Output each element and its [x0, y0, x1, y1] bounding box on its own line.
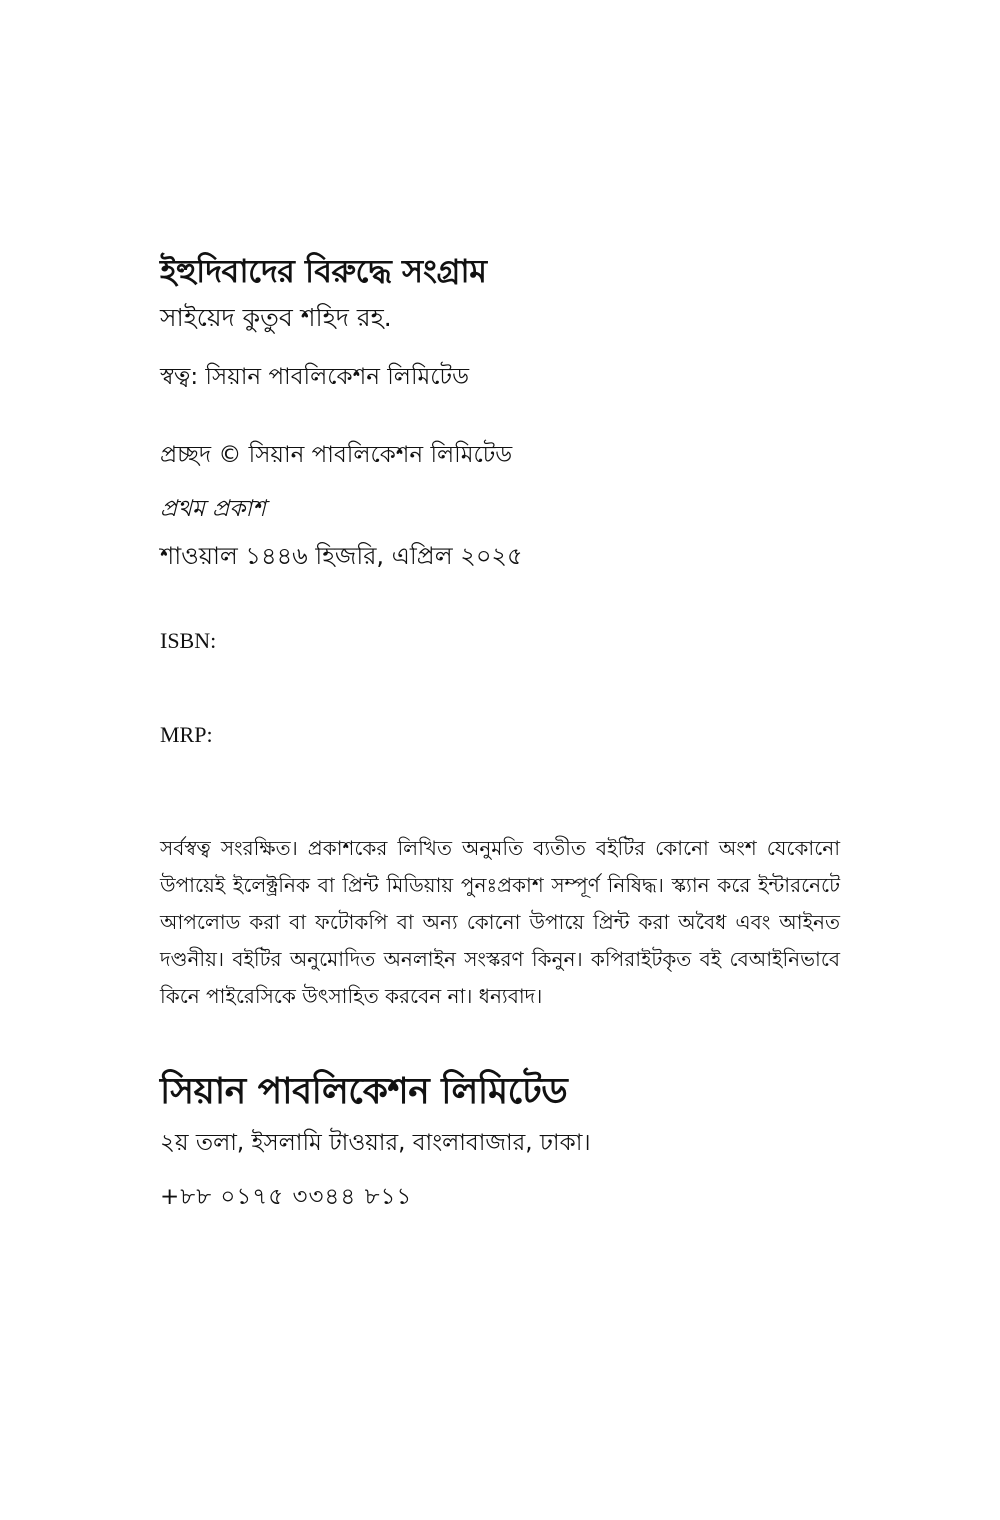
edition-date: শাওয়াল ১৪৪৬ হিজরি, এপ্রিল ২০২৫ — [160, 542, 523, 570]
cover-credit: প্রচ্ছদ © সিয়ান পাবলিকেশন লিমিটেড — [160, 442, 513, 468]
copyright-notice: সর্বস্বত্ব সংরক্ষিত। প্রকাশকের লিখিত অনুমতি ব্যতীত বইটির কোনো অংশ যেকোনো উপায়েই ইলেক্ট্রনিক বা প্রিন্ট মিডিয়ায় পুনঃপ্রকাশ সম্পূর্ণ নিষিদ্ধ। স্ক্যান করে ইন্টারনেটে আপলোড করা বা ফটোকপি বা অন্য কোনো উপায়ে প্রিন্ট করা অবৈধ এবং আইনত দণ্ডনীয়। বইটির অনুমোদিত অনলাইন সংস্করণ কিনুন। কপিরাইটকৃত বই বেআইনিভাবে কিনে পাইরেসিকে উৎসাহিত করবেন না। ধন্যবাদ। — [160, 836, 840, 1008]
isbn-label: ISBN: — [160, 628, 217, 653]
book-title: ইহুদিবাদের বিরুদ্ধে সংগ্রাম — [160, 252, 487, 290]
book-author: সাইয়েদ কুতুব শহিদ রহ. — [160, 303, 392, 332]
edition-label: প্রথম প্রকাশ — [160, 496, 266, 522]
publisher-phone: +৮৮ ০১৭৫ ৩৩৪৪ ৮১১ — [160, 1184, 413, 1210]
mrp-label: MRP: — [160, 722, 213, 747]
publisher-name: সিয়ান পাবলিকেশন লিমিটেড — [160, 1071, 568, 1112]
rights-owner: স্বত্ব: সিয়ান পাবলিকেশন লিমিটেড — [160, 364, 470, 390]
publisher-address: ২য় তলা, ইসলামি টাওয়ার, বাংলাবাজার, ঢাকা। — [160, 1130, 591, 1156]
